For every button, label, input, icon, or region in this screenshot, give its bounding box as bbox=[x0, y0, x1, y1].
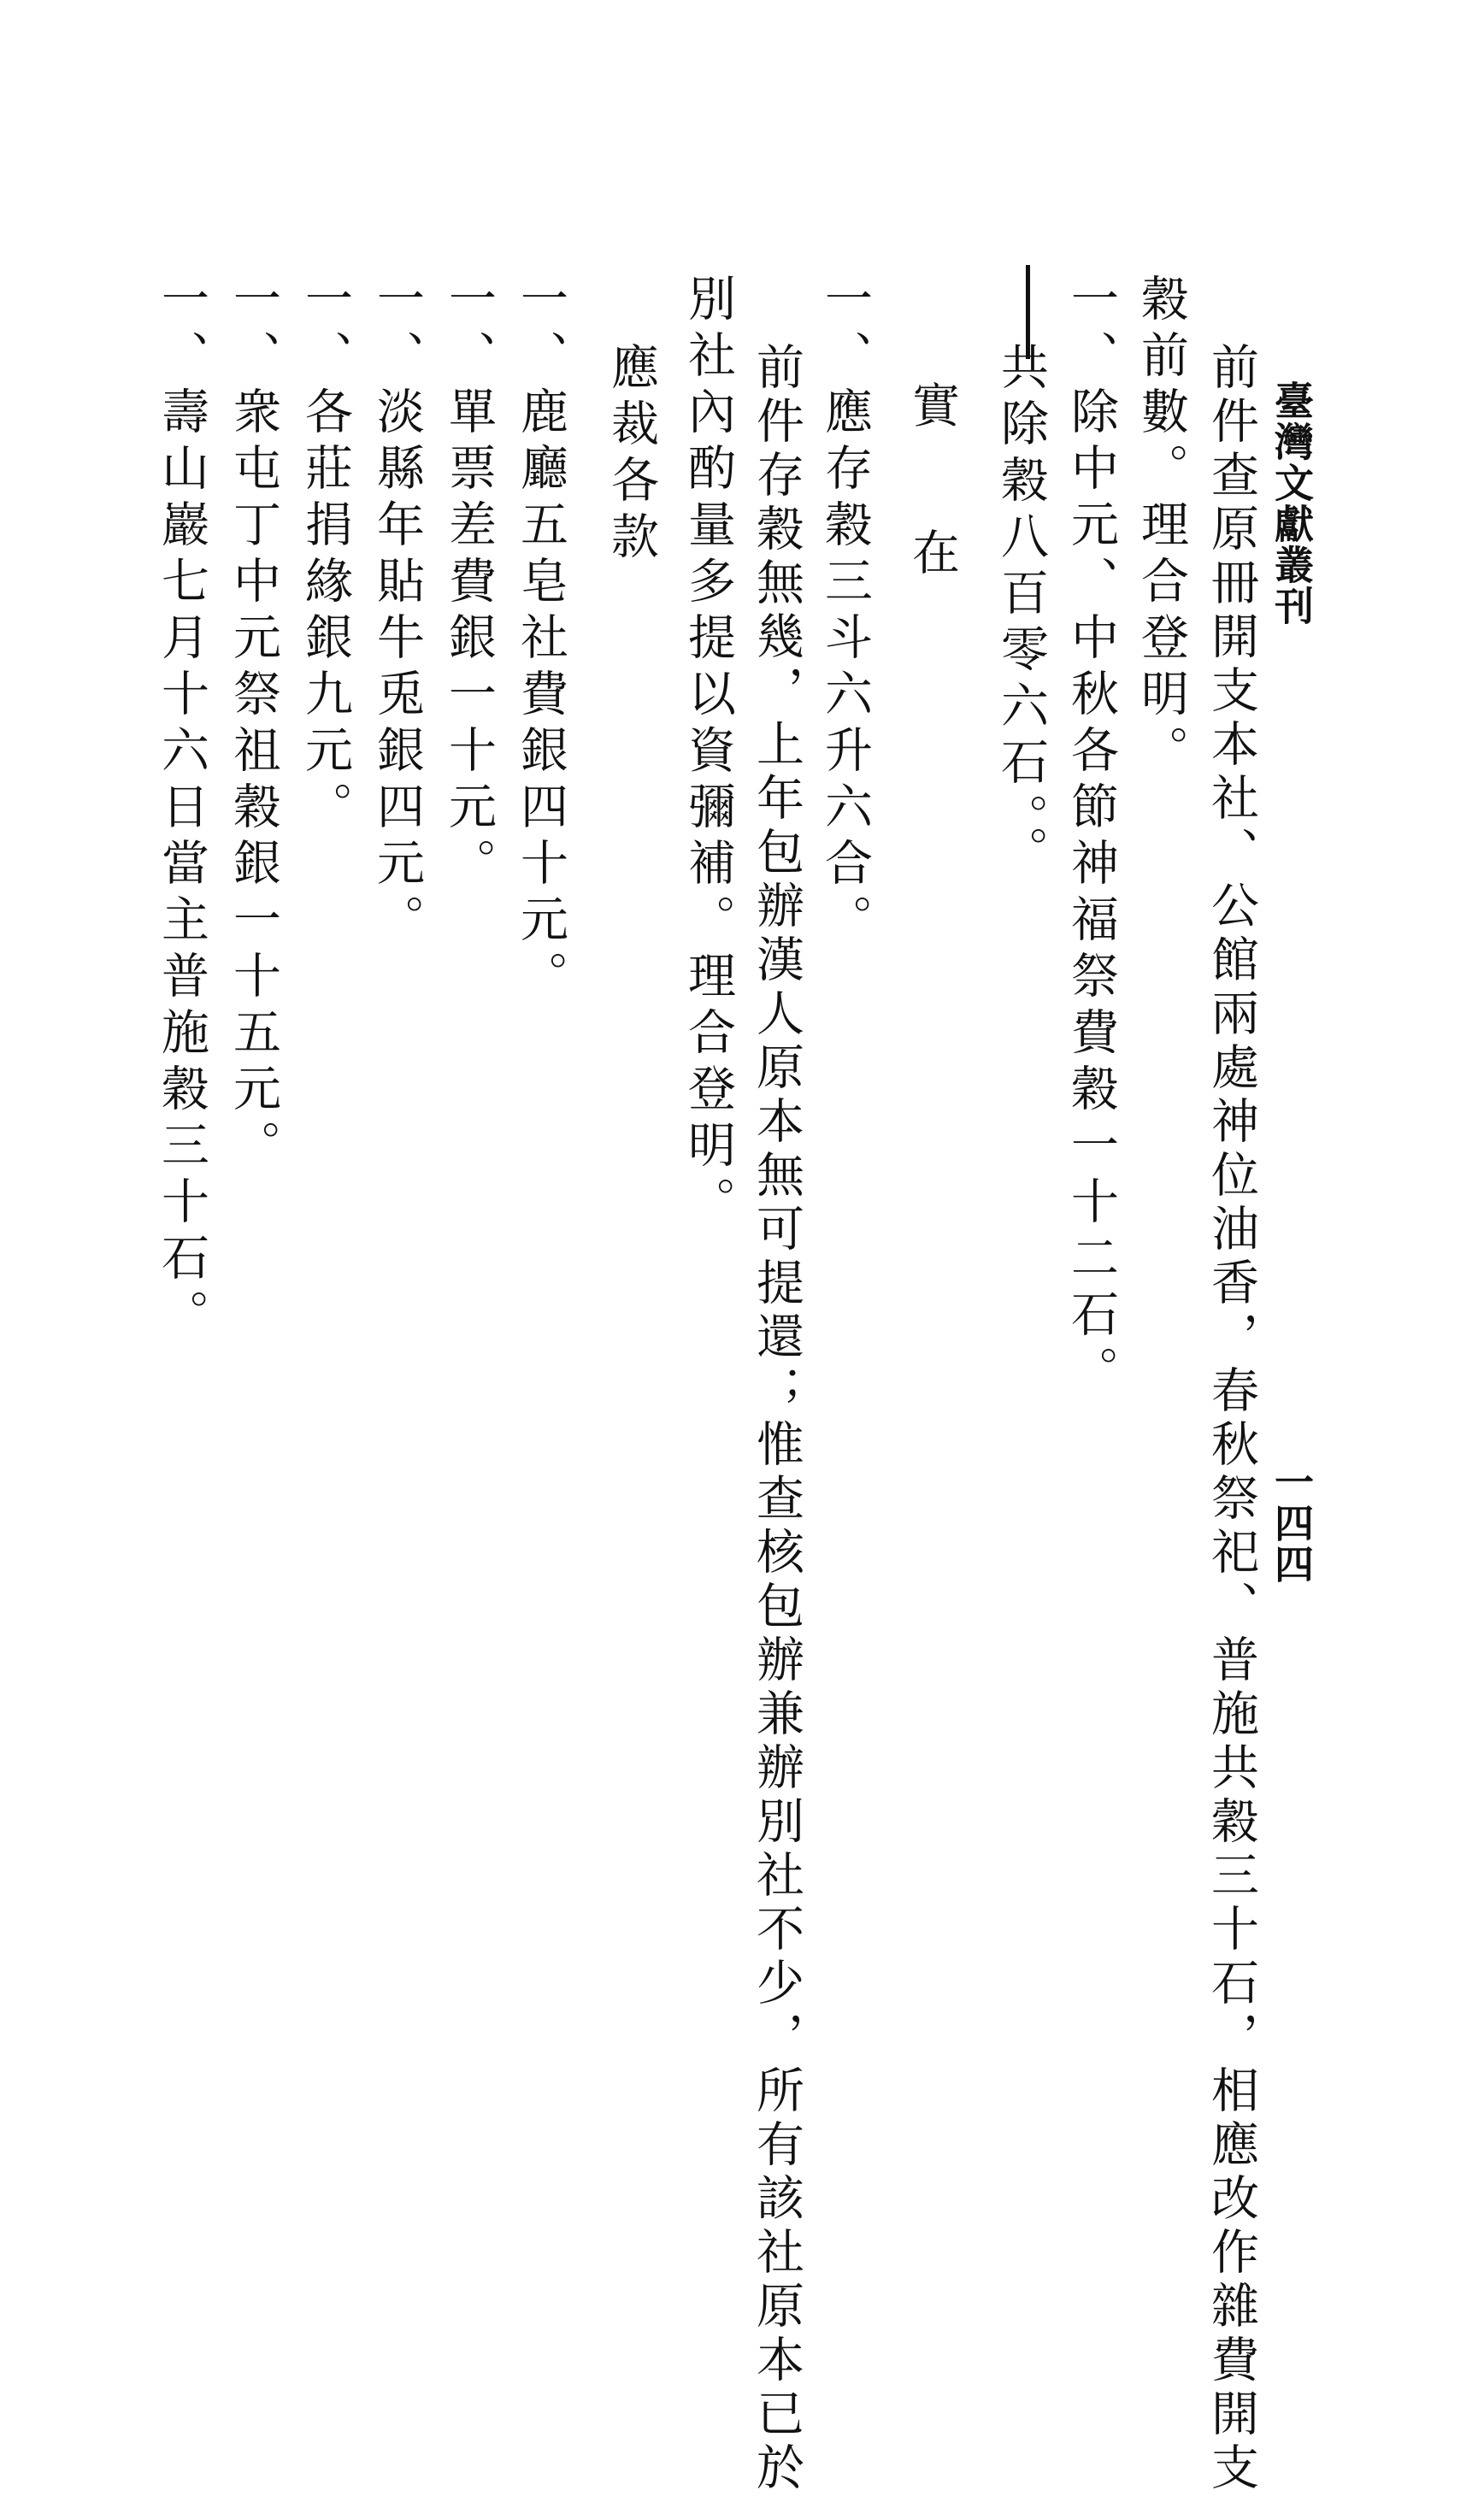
text-line-12: 一、淡縣年貼牛兎銀四元。 bbox=[369, 274, 425, 951]
text-line-11: 一、單票差費銀一十元。 bbox=[441, 274, 497, 894]
text-line-13: 一、各莊捐緣銀九元。 bbox=[297, 274, 353, 838]
text-line-3: 一、除中元、中秋各節神福祭費穀一十二石。 bbox=[1063, 274, 1119, 1402]
text-line-8: 別社內酌量多提以資彌補。理合登明。 bbox=[680, 274, 736, 1233]
text-line-7: 前件存穀無幾，上年包辦漢人原本無可提還；惟查核包辦兼辦別社不少，所有該社原本已於 bbox=[749, 342, 804, 2496]
text-line-15: 一、壽山巖七月十六日當主普施穀三十石。 bbox=[154, 274, 209, 1345]
text-line-14: 一、衆屯丁中元祭祖穀銀一十五元。 bbox=[226, 274, 281, 1176]
section-heading-actual: 實 在 bbox=[904, 380, 960, 601]
text-line-4: 共除穀八百零六石。。 bbox=[993, 342, 1049, 882]
text-line-6: 一、應存穀三斗六升六合。 bbox=[817, 274, 873, 951]
page-number: 一四四 bbox=[1269, 1462, 1315, 1585]
text-line-10: 一、鹿廳五皂社費銀四十元。 bbox=[513, 274, 568, 1007]
text-line-1: 前件查原冊開支本社、公館兩處神位油香，春秋祭祀、普施共穀三十石，相應改作雜費開支 bbox=[1204, 342, 1259, 2496]
text-line-2: 穀前數。理合登明。 bbox=[1134, 274, 1189, 781]
section-heading-abolished: 應裁各款 bbox=[604, 342, 659, 568]
series-title: 臺灣文獻叢刊 bbox=[1269, 380, 1315, 627]
